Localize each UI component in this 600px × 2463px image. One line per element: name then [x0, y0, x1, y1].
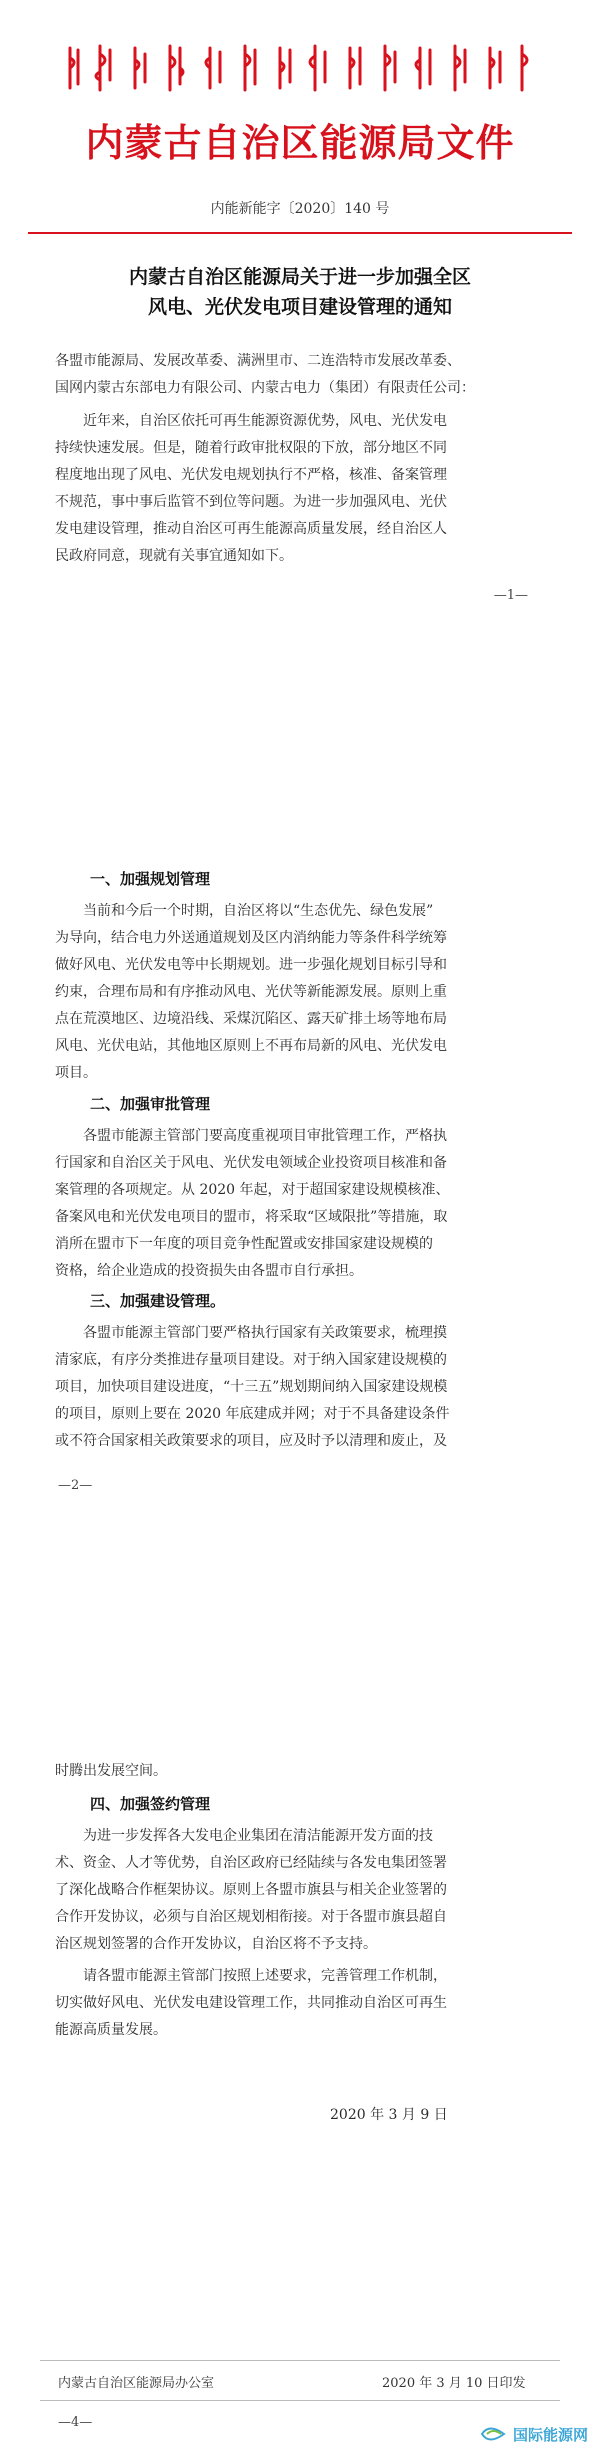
footer-bottom-rule	[40, 2400, 560, 2401]
text-line: 项目。	[55, 1065, 97, 1081]
page-number-4: —4—	[58, 2415, 93, 2430]
footer-top-rule	[40, 2360, 560, 2361]
page-number-2: —2—	[58, 1478, 93, 1493]
addressee	[55, 348, 560, 402]
text-line: 近年来，自治区依托可再生能源资源优势，风电、光伏发电	[83, 413, 447, 429]
red-letterhead-title: 内蒙古自治区能源局文件	[85, 121, 515, 165]
text-line: 资格，给企业造成的投资损失由各盟市自行承担。	[55, 1263, 363, 1279]
page-number-1: —1—	[493, 588, 528, 603]
text-line: 请各盟市能源主管部门按照上述要求，完善管理工作机制，	[83, 1968, 447, 1984]
text-line: 程度地出现了风电、光伏发电规划执行不严格，核准、备案管理	[55, 467, 447, 483]
mongolian-script-header	[60, 40, 540, 95]
text-line: 消所在盟市下一年度的项目竞争性配置或安排国家建设规模的	[55, 1236, 433, 1252]
text-line: 案管理的各项规定。从 2020 年起，对于超国家建设规模核准、	[55, 1182, 450, 1198]
notice-title-line1: 内蒙古自治区能源局关于进一步加强全区	[128, 266, 471, 288]
text-line: 为导向，结合电力外送通道规划及区内消纳能力等条件科学统筹	[55, 930, 447, 946]
text-line: 当前和今后一个时期，自治区将以“生态优先、绿色发展”	[83, 903, 434, 919]
text-line: 发电建设管理，推动自治区可再生能源高质量发展，经自治区人	[55, 521, 447, 537]
text-line: 风电、光伏电站，其他地区原则上不再布局新的风电、光伏发电	[55, 1038, 447, 1054]
text-line: 各盟市能源主管部门要高度重视项目审批管理工作，严格执	[83, 1128, 447, 1144]
red-divider	[28, 232, 572, 234]
text-line: 能源高质量发展。	[55, 2022, 167, 2038]
text-line: 术、资金、人才等优势，自治区政府已经陆续与各发电集团签署	[55, 1855, 447, 1871]
text-line: 为进一步发挥各大发电企业集团在清洁能源开发方面的技	[83, 1828, 433, 1844]
text-line: 时腾出发展空间。	[55, 1763, 167, 1779]
section-4-body	[55, 1823, 560, 1958]
text-line: 治区规划签署的合作开发协议，自治区将不予支持。	[55, 1936, 377, 1952]
text-line: 点在荒漠地区、边境沿线、采煤沉陷区、露天矿排土场等地布局	[55, 1011, 447, 1027]
text-line: 约束，合理布局和有序推动风电、光伏等新能源发展。原则上重	[55, 984, 447, 1000]
text-line: 各盟市能源主管部门要严格执行国家有关政策要求，梳理摸	[83, 1325, 447, 1341]
watermark	[479, 2423, 588, 2445]
text-line: 或不符合国家相关政策要求的项目，应及时予以清理和废止，及	[55, 1433, 447, 1449]
text-line: 做好风电、光伏发电等中长期规划。进一步强化规划目标引导和	[55, 957, 447, 973]
text-line: 行国家和自治区关于风电、光伏发电领域企业投资项目核准和备	[55, 1155, 447, 1171]
notice-title	[40, 262, 560, 322]
text-line: 备案风电和光伏发电项目的盟市，将采取“区域限批”等措施，取	[55, 1209, 448, 1225]
section-3-title: 三、加强建设管理。	[90, 1292, 226, 1310]
section-3-continued	[55, 1758, 560, 1785]
text-line: 清家底，有序分类推进存量项目建设。对于纳入国家建设规模的	[55, 1352, 447, 1368]
text-line: 持续快速发展。但是，随着行政审批权限的下放，部分地区不同	[55, 440, 447, 456]
section-3-body	[55, 1320, 560, 1455]
addressee-line2: 国网内蒙古东部电力有限公司、内蒙古电力（集团）有限责任公司：	[55, 380, 475, 396]
issue-date: 2020 年 3 月 9 日	[330, 2107, 448, 2123]
addressee-line1: 各盟市能源局、发展改革委、满洲里市、二连浩特市发展改革委、	[55, 353, 461, 369]
text-line: 不规范，事中事后监管不到位等问题。为进一步加强风电、光伏	[55, 494, 447, 510]
text-line: 项目，加快项目建设进度，“十三五”规划期间纳入国家建设规模	[55, 1379, 448, 1395]
section-2-body	[55, 1123, 560, 1285]
footer-issued-date: 2020 年 3 月 10 日印发	[382, 2376, 526, 2391]
notice-title-line2: 风电、光伏发电项目建设管理的通知	[147, 296, 452, 318]
section-1-body	[55, 898, 560, 1087]
text-line: 的项目，原则上要在 2020 年底建成并网；对于不具备建设条件	[55, 1406, 450, 1422]
section-1-title: 一、加强规划管理	[90, 870, 211, 888]
section-4-title: 四、加强签约管理	[90, 1795, 211, 1813]
text-line: 切实做好风电、光伏发电建设管理工作，共同推动自治区可再生	[55, 1995, 447, 2011]
section-2-title: 二、加强审批管理	[90, 1095, 211, 1113]
document-number: 内能新能字〔2020〕140 号	[210, 201, 390, 217]
watermark-text: 国际能源网	[512, 2425, 588, 2444]
intro-paragraph	[55, 408, 560, 570]
footer-issuer: 内蒙古自治区能源局办公室	[58, 2376, 215, 2391]
text-line: 合作开发协议，必须与自治区规划相衔接。对于各盟市旗县超自	[55, 1909, 447, 1925]
closing-paragraph	[55, 1963, 560, 2044]
watermark-logo-icon	[479, 2423, 507, 2445]
text-line: 民政府同意，现就有关事宜通知如下。	[55, 548, 293, 564]
text-line: 了深化战略合作框架协议。原则上各盟市旗县与相关企业签署的	[55, 1882, 447, 1898]
